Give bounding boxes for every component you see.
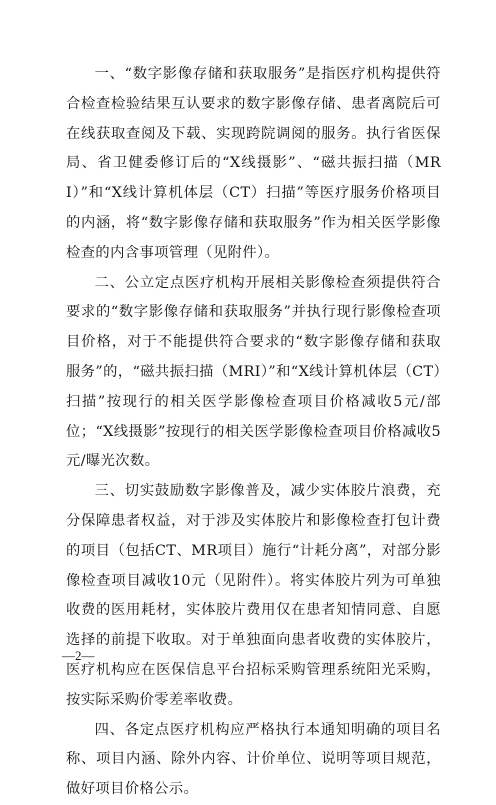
paragraph-2: 二、公立定点医疗机构开展相关影像检查须提供符合要求的“数字影像存储和获取服务”并执行现行影像检查项目价格，对于不能提供符合要求的“数字影像存储和获取服务”的，“磁共振扫描（MRI）”和“X线计算机体层（CT）扫描”按现行的相关医学影像检查项目价格减收5元/部位；“X线摄影”按现行的相关医学影像检查项目价格减收5元/曝光次数。	[66, 274, 441, 470]
document-body	[66, 60, 441, 805]
page-number: —2—	[62, 648, 95, 663]
paragraph-4: 四、各定点医疗机构应严格执行本通知明确的项目名称、项目内涵、除外内容、计价单位、说明等项目规范，做好项目价格公示。	[66, 721, 441, 798]
paragraph-3: 三、切实鼓励数字影像普及，减少实体胶片浪费，充分保障患者权益，对于涉及实体胶片和影像检查打包计费的项目（包括CT、MR项目）施行“计耗分离”，对部分影像检查项目减收10元（见附件）。将实体胶片列为可单独收费的医用耗材，实体胶片费用仅在患者知情同意、自愿选择的前提下收取。对于单独面向患者收费的实体胶片，医疗机构应在医保信息平台招标采购管理系统阳光采购，按实际采购价零差率收费。	[66, 483, 441, 708]
paragraph-1: 一、“数字影像存储和获取服务”是指医疗机构提供符合检查检验结果互认要求的数字影像存储、患者离院后可在线获取查阅及下载、实现跨院调阅的服务。执行省医保局、省卫健委修订后的“X线摄影”、“磁共振扫描（MRI）”和“X线计算机体层（CT）扫描”等医疗服务价格项目的内涵，将“数字影像存储和获取服务”作为相关医学影像检查的内含事项管理（见附件）。	[66, 66, 441, 261]
